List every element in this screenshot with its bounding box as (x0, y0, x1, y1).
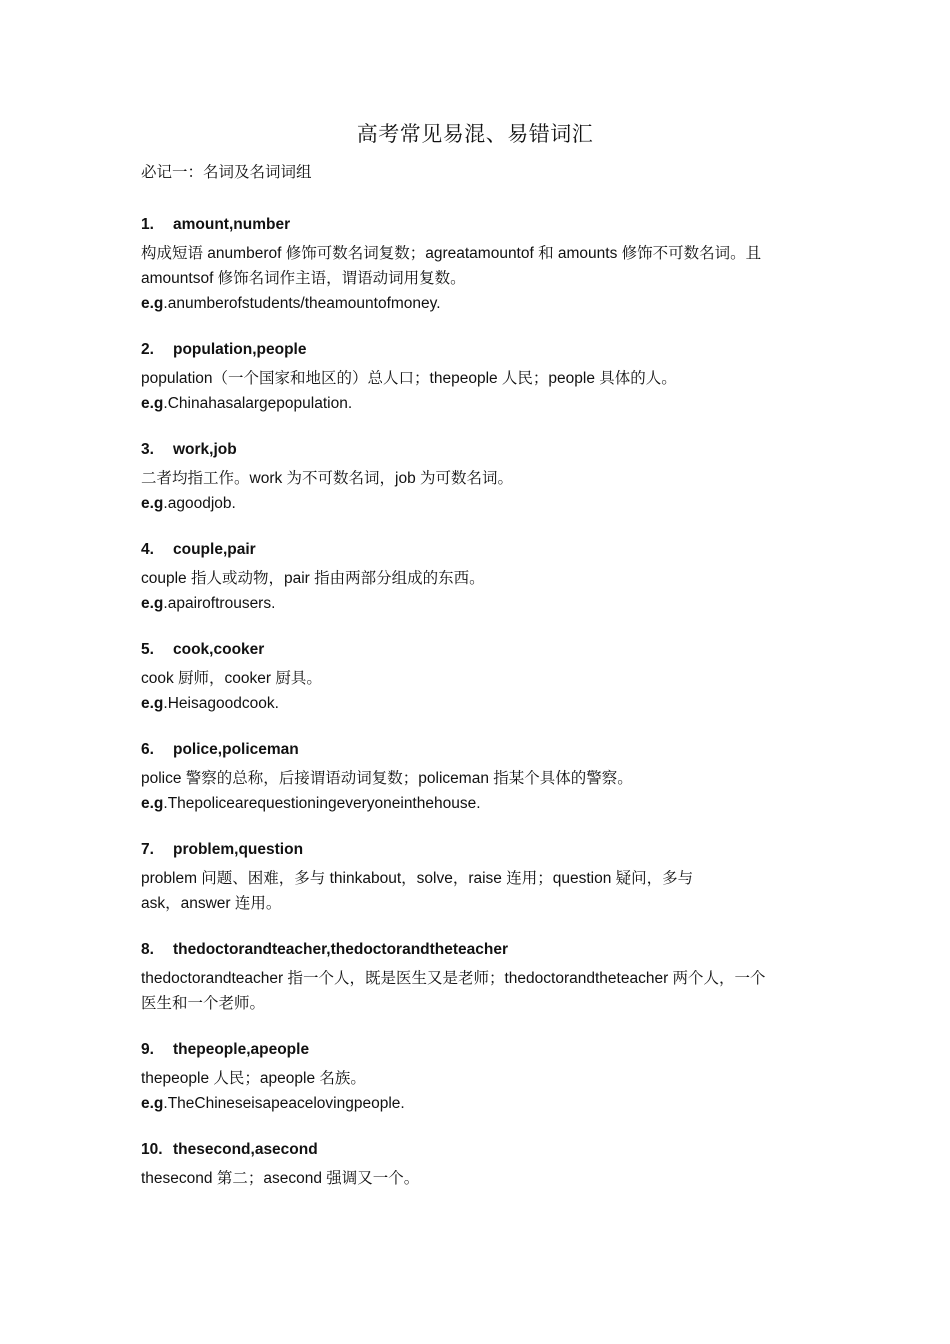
example-text: .Thepolicearequestioningeveryoneinthehouse. (163, 795, 481, 812)
vocab-entry (141, 638, 811, 716)
entry-heading (141, 1138, 811, 1162)
vocab-entry (141, 213, 811, 316)
entry-example (141, 391, 811, 416)
entry-explanation-line: thedoctorandteacher 指一个人，既是医生又是老师；thedoctorandtheteacher 两个人，一个 (141, 970, 766, 987)
example-label: e.g (141, 295, 164, 312)
entry-heading (141, 438, 811, 462)
entry-number: 10. (141, 1141, 163, 1158)
vocab-entry (141, 538, 811, 616)
example-text: .Chinahasalargepopulation. (163, 395, 353, 412)
vocab-entry (141, 1038, 811, 1116)
entry-heading (141, 938, 811, 962)
entry-number: 2. (141, 341, 154, 358)
example-text: .Heisagoodcook. (163, 695, 279, 712)
entry-example (141, 1091, 811, 1116)
entry-term: thedoctorandteacher,thedoctorandtheteacher (173, 941, 509, 958)
entry-explanation-line: 医生和一个老师。 (141, 995, 266, 1012)
entry-term: population,people (173, 341, 307, 358)
entry-term: problem,question (173, 841, 304, 858)
example-text: .TheChineseisapeacelovingpeople. (163, 1095, 405, 1112)
vocab-entry (141, 438, 811, 516)
entry-term: police,policeman (173, 741, 299, 758)
entry-explanation-line: 构成短语 anumberof 修饰可数名词复数；agreatamountof 和 amounts 修饰不可数名词。且 (141, 245, 762, 262)
entry-explanation-line: amountsof 修饰名词作主语，谓语动词用复数。 (141, 270, 466, 287)
entry-term: work,job (173, 441, 237, 458)
section-heading: 必记一：名词及名词词组 (141, 163, 312, 181)
example-label: e.g (141, 395, 164, 412)
entry-number: 1. (141, 216, 154, 233)
entry-number: 8. (141, 941, 154, 958)
example-label: e.g (141, 795, 164, 812)
entry-explanation-line: cook 厨师，cooker 厨具。 (141, 670, 322, 687)
entry-heading (141, 213, 811, 237)
entry-example (141, 291, 811, 316)
entry-number: 3. (141, 441, 154, 458)
entry-term: cook,cooker (173, 641, 265, 658)
entry-explanation-line: 二者均指工作。work 为不可数名词，job 为可数名词。 (141, 470, 514, 487)
entry-term: thepeople,apeople (173, 1041, 310, 1058)
example-label: e.g (141, 595, 164, 612)
example-label: e.g (141, 495, 164, 512)
entry-example (141, 791, 811, 816)
entry-explanation-line: problem 问题、困难，多与 thinkabout，solve，raise 连用；question 疑问，多与 (141, 870, 694, 887)
example-text: .agoodjob. (163, 495, 236, 512)
entry-number: 5. (141, 641, 154, 658)
entry-explanation-line: population（一个国家和地区的）总人口；thepeople 人民；people 具体的人。 (141, 370, 677, 387)
example-text: .apairoftrousers. (163, 595, 276, 612)
example-label: e.g (141, 1095, 164, 1112)
entry-heading (141, 338, 811, 362)
entry-number: 4. (141, 541, 154, 558)
example-label: e.g (141, 695, 164, 712)
entry-number: 7. (141, 841, 154, 858)
entry-heading (141, 738, 811, 762)
vocab-entry (141, 838, 811, 916)
entry-heading (141, 538, 811, 562)
vocab-entry (141, 738, 811, 816)
entry-term: couple,pair (173, 541, 256, 558)
entry-heading (141, 638, 811, 662)
entry-explanation-line: thepeople 人民；apeople 名族。 (141, 1070, 366, 1087)
entry-number: 9. (141, 1041, 154, 1058)
example-text: .anumberofstudents/theamountofmoney. (163, 295, 441, 312)
vocab-entry (141, 938, 811, 1016)
entry-heading (141, 1038, 811, 1062)
entry-term: amount,number (173, 216, 291, 233)
vocab-entry (141, 338, 811, 416)
document-title: 高考常见易混、易错词汇 (356, 122, 594, 146)
entry-explanation-line: ask，answer 连用。 (141, 895, 282, 912)
entry-explanation-line: police 警察的总称，后接谓语动词复数；policeman 指某个具体的警察。 (141, 770, 633, 787)
entry-list (141, 213, 811, 1213)
entry-example (141, 691, 811, 716)
entry-number: 6. (141, 741, 154, 758)
entry-example (141, 591, 811, 616)
entry-term: thesecond,asecond (173, 1141, 318, 1158)
vocab-entry (141, 1138, 811, 1191)
entry-explanation-line: thesecond 第二；asecond 强调又一个。 (141, 1170, 420, 1187)
entry-heading (141, 838, 811, 862)
entry-explanation-line: couple 指人或动物，pair 指由两部分组成的东西。 (141, 570, 485, 587)
entry-example (141, 491, 811, 516)
